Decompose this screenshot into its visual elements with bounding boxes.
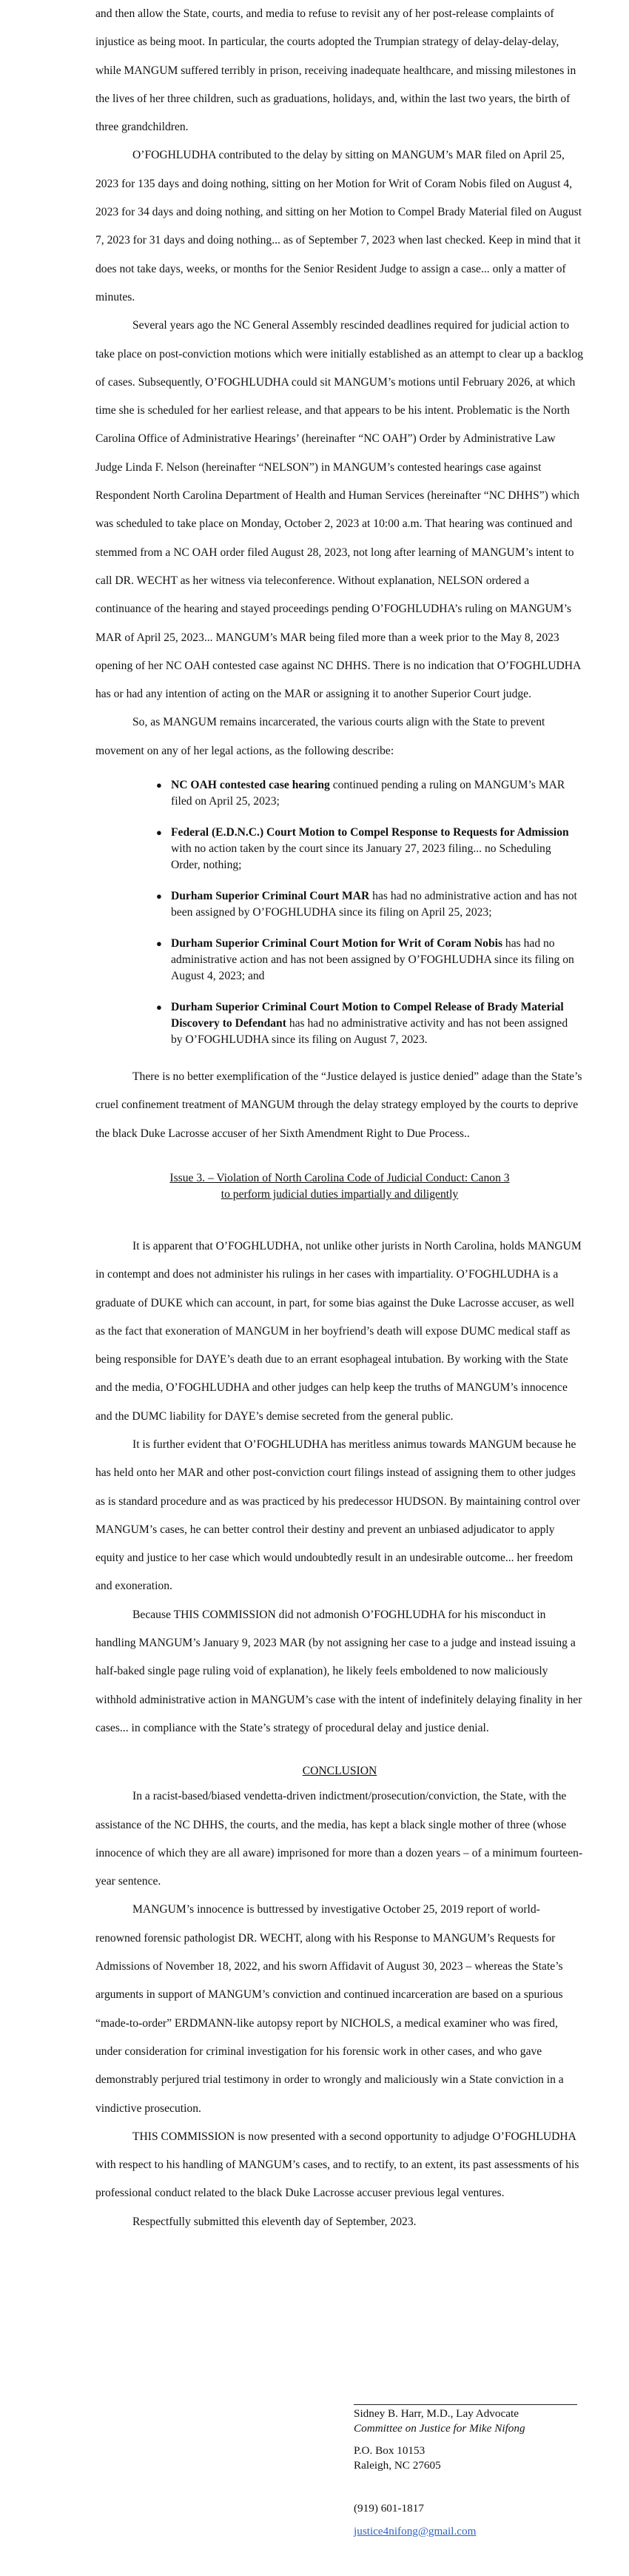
document-page	[95, 0, 584, 2236]
signer-organization: Committee on Justice for Mike Nifong	[354, 2421, 525, 2435]
paragraph-innocence: MANGUM’s innocence is buttressed by investigative October 25, 2019 report of world-renowned forensic pathologist DR. WECHT, along with his Response to MANGUM’s Requests for Admissions of November 18, 2022, and his sworn Affidavit of August 30, 2023 – whereas the State’s arguments in support of MANGUM’s conviction and continued incarceration are based on a spurious “made-to-order” ERDMANN-like autopsy report by NICHOLS, a medical examiner who was fired, under consideration for criminal investigation for his forensic work in other cases, and who gave demonstrably perjured trial testimony in order to wrongly and maliciously win a State conviction in a vindictive prosecution.	[95, 1903, 564, 2115]
bullet-icon: ●	[156, 890, 162, 902]
paragraph-justice-delayed: There is no better exemplification of the “Justice delayed is justice denied” adage than the State’s cruel confinement treatment of MANGUM through the delay strategy employed by the courts to deprive the black Duke Lacrosse accuser of her Sixth Amendment Right to Due Process..	[95, 1070, 582, 1140]
list-item-text: has had no administrative action and has not been assigned by O’FOGHLUDHA since its filing on August 4, 2023; and	[171, 937, 574, 983]
legal-actions-list	[95, 777, 584, 1048]
bullet-icon: ●	[156, 779, 162, 791]
list-item	[156, 825, 584, 873]
email-link[interactable]: justice4nifong@gmail.com	[354, 2524, 477, 2538]
list-item-title: Federal (E.D.N.C.) Court Motion to Compel Response to Requests for Admission	[171, 826, 569, 839]
list-item	[156, 888, 584, 921]
bullet-icon: ●	[156, 827, 162, 839]
signature-block	[354, 2404, 579, 2538]
list-item-title: Durham Superior Criminal Court MAR	[171, 890, 370, 903]
paragraph-apparent: It is apparent that O’FOGHLUDHA, not unlike other jurists in North Carolina, holds MANGUM in contempt and does not administer his rulings in her cases with impartiality. O’FOGHLUDHA is a graduate of DUKE which can account, in part, for some bias against the Duke Lacrosse accuser, as well as the fact that exoneration of MANGUM in her boyfriend’s death will expose DUMC medical staff as being responsible for DAYE’s death due to an errant esophageal intubation. By working with the State and the media, O’FOGHLUDHA and other judges can help keep the truths of MANGUM’s innocence and the DUMC liability for DAYE’s demise secreted from the general public.	[95, 1239, 582, 1423]
list-item	[156, 777, 584, 810]
address-line-1: P.O. Box 10153	[354, 2444, 426, 2457]
paragraph-delay: O’FOGHLUDHA contributed to the delay by sitting on MANGUM’s MAR filed on April 25, 2023 for 135 days and doing nothing, sitting on her Motion for Writ of Coram Nobis filed on August 4, 2023 for 34 days and doing nothing, and sitting on her Motion to Compel Brady Material filed on August 7, 2023 for 31 days and doing nothing... as of September 7, 2023 when last checked. Keep in mind that it does not take days, weeks, or months for the Senior Resident Judge to assign a case... only a matter of minutes.	[95, 149, 582, 303]
conclusion-heading: CONCLUSION	[302, 1765, 377, 1778]
list-item-title: Durham Superior Criminal Court Motion for Writ of Coram Nobis	[171, 937, 503, 950]
signature-line	[354, 2404, 577, 2405]
issue-heading	[95, 1170, 584, 1203]
address-line-2: Raleigh, NC 27605	[354, 2458, 441, 2472]
paragraph-general-assembly: Several years ago the NC General Assembly rescinded deadlines required for judicial action to take place on post-conviction motions which were initially established as an attempt to clear up a backlog of cases. Subsequently, O’FOGHLUDHA could sit MANGUM’s motions until February 2026, at which time she is scheduled for her earliest release, and that appears to be his intent. Problematic is the North Carolina Office of Administrative Hearings’ (hereinafter “NC OAH”) Order by Administrative Law Judge Linda F. Nelson (hereinafter “NELSON”) in MANGUM’s contested hearings case against Respondent North Carolina Department of Health and Human Services (hereinafter “NC DHHS”) which was scheduled to take place on Monday, October 2, 2023 at 10:00 a.m. That hearing was continued and stemmed from a NC OAH order filed August 28, 2023, not long after learning of MANGUM’s intent to call DR. WECHT as her witness via teleconference. Without explanation, NELSON ordered a continuance of the hearing and stayed proceedings pending O’FOGHLUDHA’s ruling on MANGUM’s MAR of April 25, 2023... MANGUM’s MAR being filed more than a week prior to the May 8, 2023 opening of her NC OAH contested case against NC DHHS. There is no indication that O’FOGHLUDHA has or had any intention of acting on the MAR or assigning it to another Superior Court judge.	[95, 319, 584, 701]
list-item-text: continued pending a ruling on MANGUM’s MAR filed on April 25, 2023;	[171, 779, 565, 808]
paragraph-animus: It is further evident that O’FOGHLUDHA has meritless animus towards MANGUM because he has held onto her MAR and other post-conviction court filings instead of assigning them to other judges as is standard procedure and as was practiced by his predecessor HUDSON. By maintaining control over MANGUM’s cases, he can better control their destiny and prevent an unbiased adjudicator to apply equity and justice to her case which would undoubtedly result in an undesirable outcome... her freedom and exoneration.	[95, 1438, 580, 1593]
list-item-text: has had no administrative activity and has not been assigned by O’FOGHLUDHA since its filing on August 7, 2023.	[171, 1017, 568, 1047]
paragraph-second-opportunity: THIS COMMISSION is now presented with a second opportunity to adjudge O’FOGHLUDHA with respect to his handling of MANGUM’s cases, and to rectify, to an extent, its past assessments of his professional conduct related to the black Duke Lacrosse accuser previous legal ventures.	[95, 2130, 579, 2200]
list-item-text: has had no administrative action and has not been assigned by O’FOGHLUDHA since its filing on April 25, 2023;	[171, 890, 577, 919]
list-item-text: with no action taken by the court since its January 27, 2023 filing... no Scheduling Order, nothing;	[171, 842, 551, 872]
paragraph-racist: In a racist-based/biased vendetta-driven indictment/prosecution/conviction, the State, with the assistance of the NC DHHS, the courts, and the media, has kept a black single mother of three (whose innocence of which they are all aware) imprisoned for more than a dozen years – of a minimum fourteen-year sentence.	[95, 1790, 583, 1888]
paragraph-continuation: and then allow the State, courts, and media to refuse to revisit any of her post-release complaints of injustice as being moot. In particular, the courts adopted the Trumpian strategy of delay-delay-delay, while MANGUM suffered terribly in prison, receiving inadequate healthcare, and missing milestones in the lives of her three children, such as graduations, holidays, and, within the last two years, the birth of three grandchildren.	[95, 7, 576, 134]
list-item-title: NC OAH contested case hearing	[171, 779, 330, 792]
issue-heading-line-2: to perform judicial duties impartially and diligently	[221, 1187, 459, 1201]
issue-heading-line-1: Issue 3. – Violation of North Carolina Code of Judicial Conduct: Canon 3	[169, 1171, 510, 1184]
paragraph-commission: Because THIS COMMISSION did not admonish O’FOGHLUDHA for his misconduct in handling MANGUM’s January 9, 2023 MAR (by not assigning her case to a judge and instead issuing a half-baked single page ruling void of explanation), he likely feels emboldened to now maliciously withhold administrative action in MANGUM’s case with the intent of indefinitely delaying finality in her cases... in compliance with the State’s strategy of procedural delay and justice denial.	[95, 1608, 582, 1734]
paragraph-incarcerated: So, as MANGUM remains incarcerated, the various courts align with the State to prevent movement on any of her legal actions, as the following describe:	[95, 716, 545, 757]
bullet-icon: ●	[156, 938, 162, 950]
list-item-title: Durham Superior Criminal Court Motion to Compel Release of Brady Material Discovery to Defendant	[171, 1001, 564, 1030]
list-item	[156, 936, 584, 985]
bullet-icon: ●	[156, 1002, 162, 1013]
submitted-line: Respectfully submitted this eleventh day of September, 2023.	[132, 2215, 417, 2228]
signer-name: Sidney B. Harr, M.D., Lay Advocate	[354, 2407, 519, 2420]
phone-number: (919) 601-1817	[354, 2502, 424, 2515]
list-item	[156, 999, 584, 1048]
